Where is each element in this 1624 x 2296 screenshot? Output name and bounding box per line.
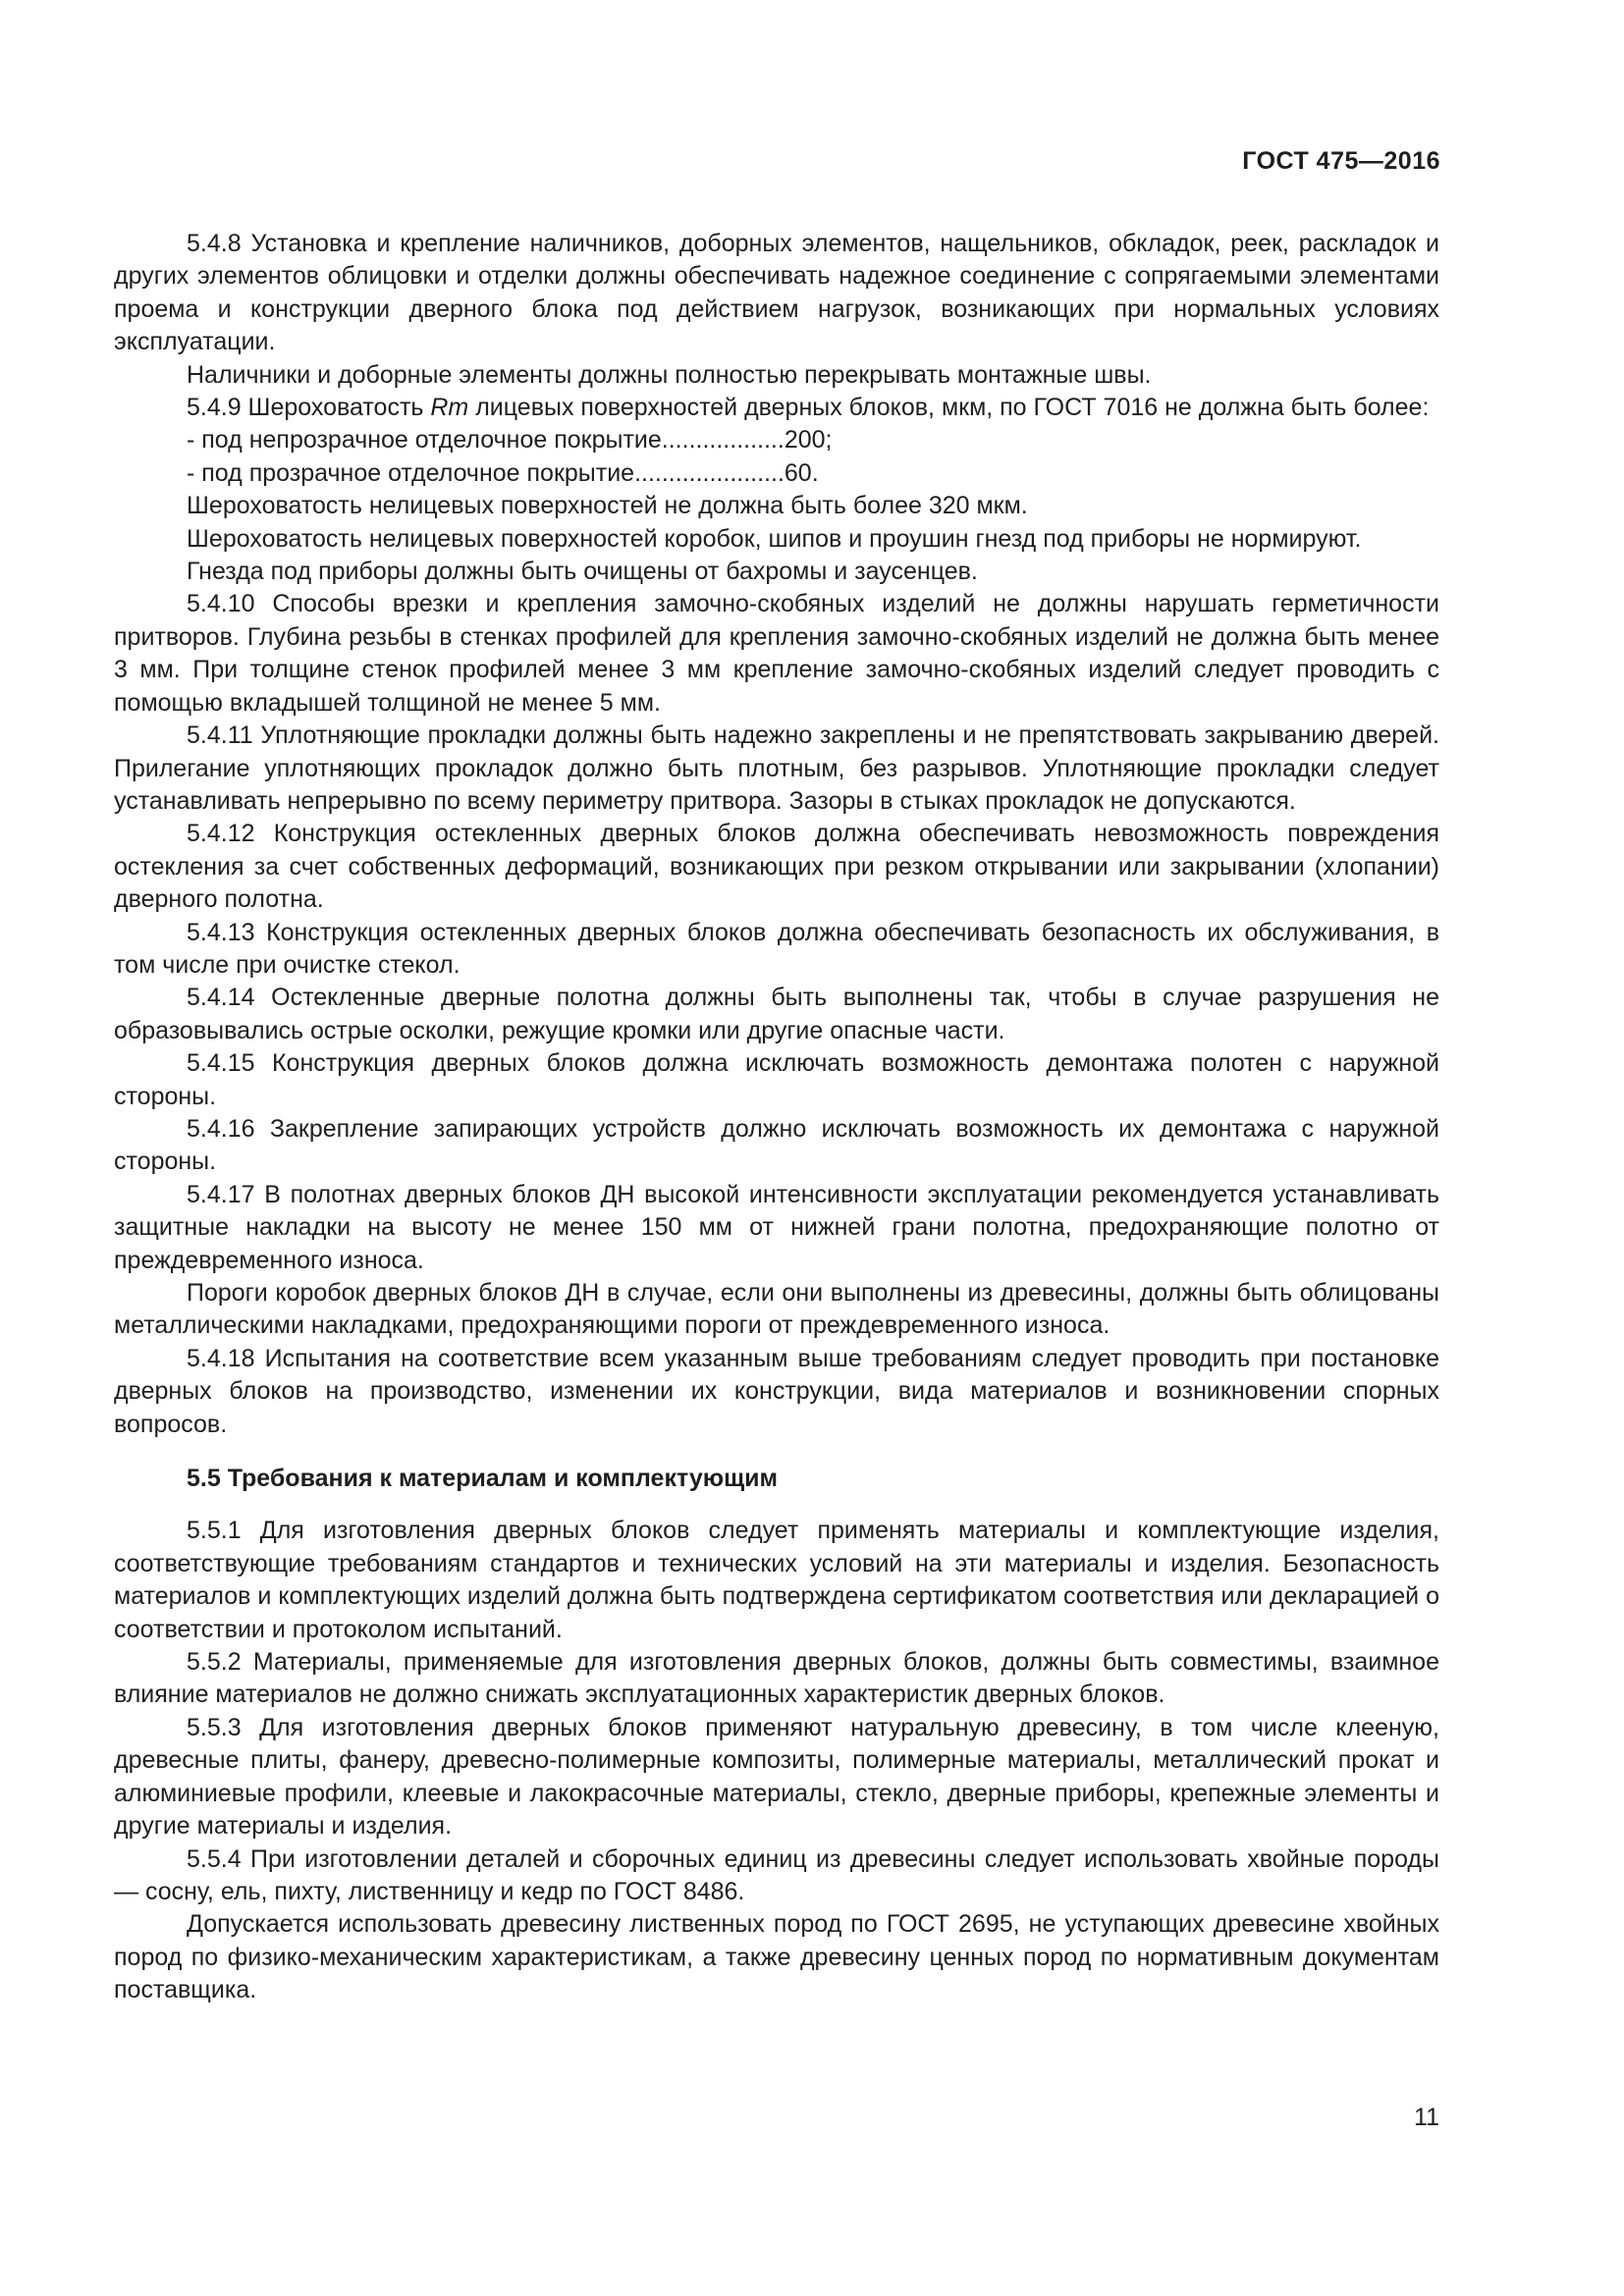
paragraph-5-4-9-tail: лицевых поверхностей дверных блоков, мкм, по ГОСТ 7016 не должна быть более: bbox=[468, 394, 1430, 422]
paragraph-5-4-10: 5.4.10 Способы врезки и крепления замочно-скобяных изделий не должны нарушать герметичности притворов. Глубина резьбы в стенках профилей для крепления замочно-скобяных изделий не должна быть менее 3 мм. При толщине стенок профилей менее 3 мм крепление замочно-скобяных изделий следует проводить с помощью вкладышей толщиной не менее 5 мм. bbox=[114, 590, 1439, 717]
document-code-header: ГОСТ 475—2016 bbox=[1242, 147, 1440, 175]
paragraph-5-4-18: 5.4.18 Испытания на соответствие всем указанным выше требованиям следует проводить при постановке дверных блоков на производство, изменении их конструкции, вида материалов и возникновении спорных вопросов. bbox=[114, 1344, 1439, 1438]
paragraph-5-4-9-lead: 5.4.9 Шероховатость bbox=[187, 394, 431, 422]
paragraph-5-5-4-hardwood: Допускается использовать древесину лиственных пород по ГОСТ 2695, не уступающих древесине хвойных пород по физико-механическим характеристикам, а также древесину ценных пород по нормативным документам поставщика. bbox=[114, 1910, 1439, 2004]
paragraph-5-5-4: 5.5.4 При изготовлении деталей и сборочных единиц из древесины следует использовать хвойные породы — сосну, ель, пихту, лиственницу и кедр по ГОСТ 8486. bbox=[114, 1844, 1439, 1905]
document-body bbox=[114, 228, 1439, 2007]
paragraph-5-5-2: 5.5.2 Материалы, применяемые для изготовления дверных блоков, должны быть совместимы, взаимное влияние материалов не должно снижать эксплуатационных характеристик дверных блоков. bbox=[114, 1648, 1439, 1709]
paragraph-5-4-15: 5.4.15 Конструкция дверных блоков должна исключать возможность демонтажа полотен с наружной стороны. bbox=[114, 1049, 1439, 1110]
roughness-symbol: Rm bbox=[430, 394, 469, 422]
paragraph-5-4-12: 5.4.12 Конструкция остекленных дверных блоков должна обеспечивать невозможность повреждения остекления за счет собственных деформаций, возникающих при резком открывании или закрывании (хлопании) дверного полотна. bbox=[114, 820, 1439, 914]
paragraph-5-4-9-sockets: Гнезда под приборы должны быть очищены от бахромы и заусенцев. bbox=[187, 558, 978, 586]
paragraph-5-4-17: 5.4.17 В полотнах дверных блоков ДН высокой интенсивности эксплуатации рекомендуется устанавливать защитные накладки на высоту не менее 150 мм от нижней грани полотна, предохраняющие полотно от преждевременного износа. bbox=[114, 1180, 1439, 1274]
paragraph-5-4-17-thresholds: Пороги коробок дверных блоков ДН в случае, если они выполнены из древесины, должны быть облицованы металлическими накладками, предохраняющими пороги от преждевременного износа. bbox=[114, 1279, 1439, 1340]
paragraph-5-5-3: 5.5.3 Для изготовления дверных блоков применяют натуральную древесину, в том числе клееную, древесные плиты, фанеру, древесно-полимерные композиты, полимерные материалы, металлический прокат и алюминиевые профили, клеевые и лакокрасочные материалы, стекло, дверные приборы, крепежные элементы и другие материалы и изделия. bbox=[114, 1713, 1439, 1841]
paragraph-5-4-13: 5.4.13 Конструкция остекленных дверных блоков должна обеспечивать безопасность их обслуживания, в том числе при очистке стекол. bbox=[114, 918, 1439, 979]
section-heading-5-5: 5.5 Требования к материалам и комплектующим bbox=[187, 1465, 779, 1493]
paragraph-5-4-16: 5.4.16 Закрепление запирающих устройств должно исключать возможность их демонтажа с наружной стороны. bbox=[114, 1114, 1439, 1176]
paragraph-5-4-9-nonface: Шероховатость нелицевых поверхностей не должна быть более 320 мкм. bbox=[187, 492, 1028, 520]
paragraph-5-4-9-boxes: Шероховатость нелицевых поверхностей коробок, шипов и проушин гнезд под приборы не нормируют. bbox=[187, 524, 1362, 553]
paragraph-5-4-11: 5.4.11 Уплотняющие прокладки должны быть надежно закреплены и не препятствовать закрыванию дверей. Прилегание уплотняющих прокладок должно быть плотным, без разрывов. Уплотняющие прокладки следует устанавливать непрерывно по всему периметру притвора. Зазоры в стыках прокладок не допускаются. bbox=[114, 721, 1439, 815]
list-item-opaque-coating: - под непрозрачное отделочное покрытие..................200; bbox=[187, 426, 833, 454]
page-number: 11 bbox=[1414, 2104, 1439, 2131]
paragraph-5-4-8: 5.4.8 Установка и крепление наличников, доборных элементов, нащельников, обкладок, реек, раскладок и других элементов облицовки и отделки должны обеспечивать надежное соединение с сопрягаемыми элементами проема и конструкции дверного блока под действием нагрузок, возникающих при нормальных условиях эксплуатации. bbox=[114, 230, 1439, 356]
list-item-transparent-coating: - под прозрачное отделочное покрытие......................60. bbox=[187, 458, 819, 487]
paragraph-5-4-9 bbox=[114, 392, 1439, 424]
paragraph-5-4-14: 5.4.14 Остекленные дверные полотна должны быть выполнены так, чтобы в случае разрушения не образовывались острые осколки, режущие кромки или другие опасные части. bbox=[114, 984, 1439, 1044]
paragraph-5-4-8-continuation: Наличники и доборные элементы должны полностью перекрывать монтажные швы. bbox=[187, 360, 1152, 389]
paragraph-5-5-1: 5.5.1 Для изготовления дверных блоков следует применять материалы и комплектующие изделия, соответствующие требованиям стандартов и технических условий на эти материалы и изделия. Безопасность материалов и комплектующих изделий должна быть подтверждена сертификатом соответствия или декларацией о соответствии и протоколом испытаний. bbox=[114, 1517, 1439, 1643]
